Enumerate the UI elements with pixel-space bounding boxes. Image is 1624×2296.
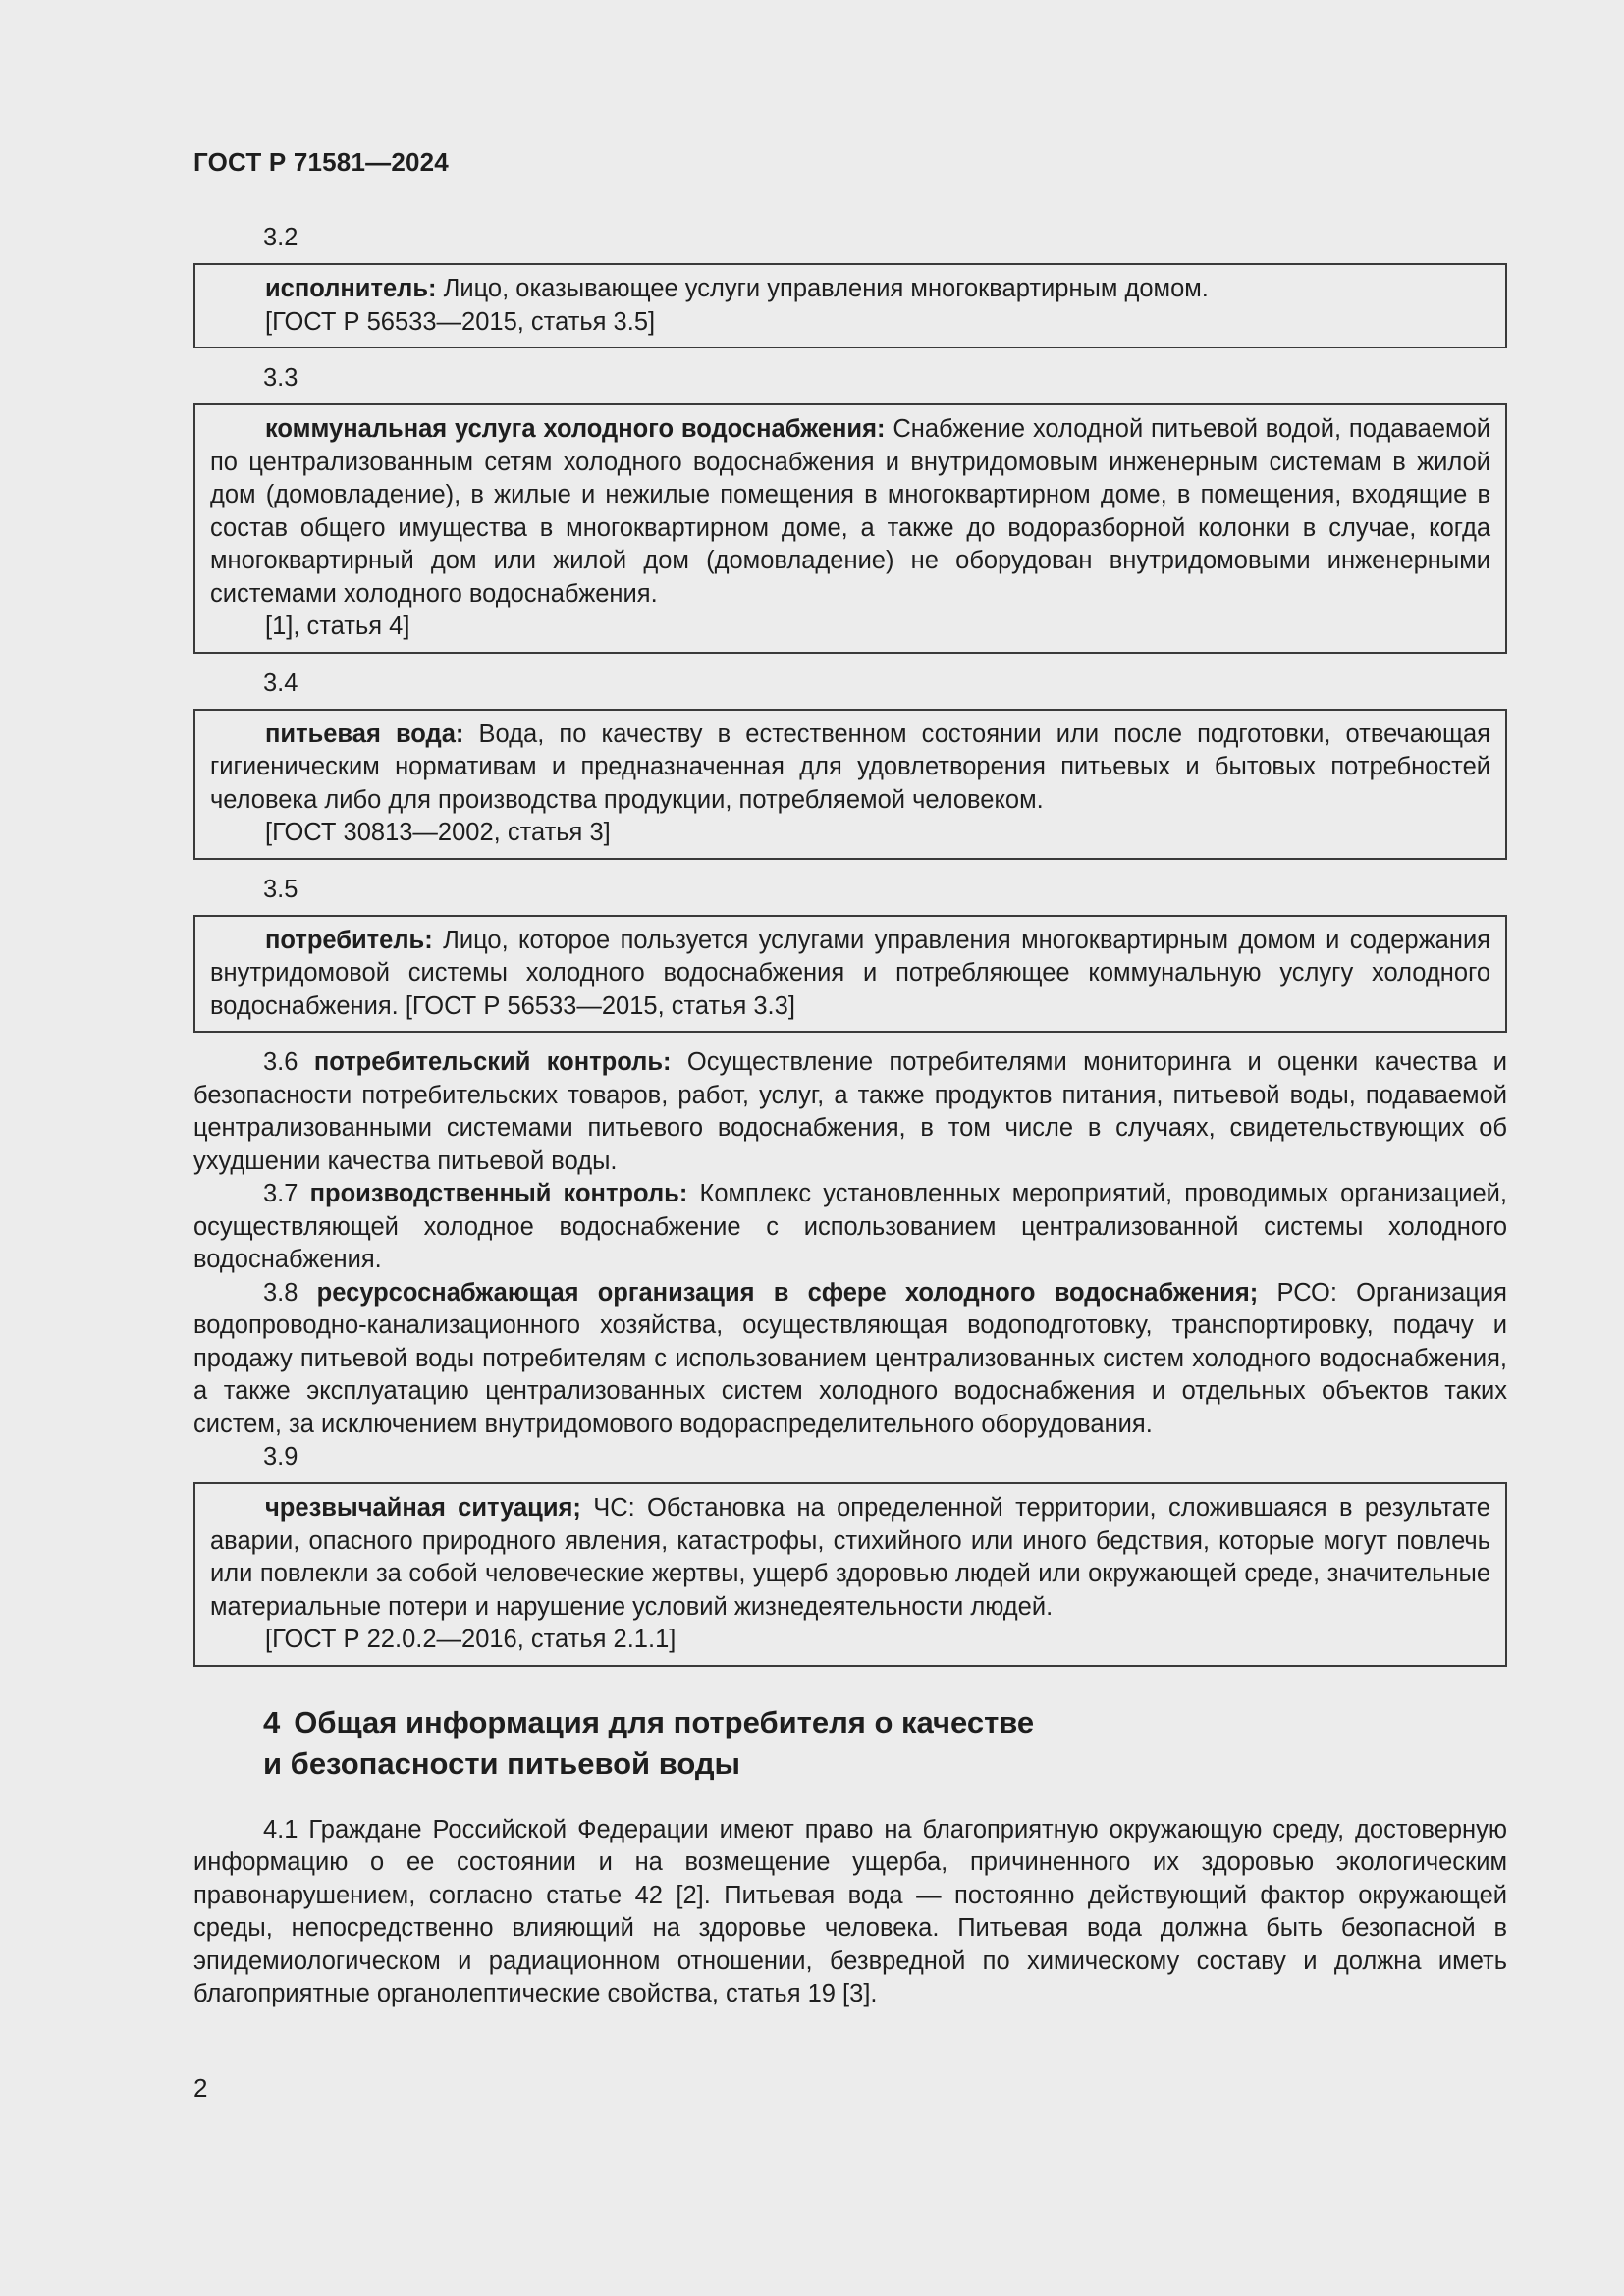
definition-box-3-3 [193, 403, 1507, 654]
definition-source: [1], статья 4] [265, 613, 410, 640]
definition-source: [ГОСТ 30813—2002, статья 3] [265, 819, 611, 846]
definition-text: Лицо, оказывающее услуги управления многоквартирным домом. [443, 275, 1209, 302]
definition-number: 3.7 [263, 1180, 298, 1207]
definition-number-3-9: 3.9 [263, 1443, 298, 1470]
paragraph-text: Граждане Российской Федерации имеют право на благоприятную окружающую среду, достоверную информацию о ее состоянии и на возмещение ущерба, причиненного их здоровью экологическим правонарушением, согласно статье 42 [2]. Питьевая вода — постоянно действующий фактор окружающей среды, непосредственно влияющий на здоровье человека. Питьевая вода должна быть безопасной в эпидемиологическом и радиационном отношении, безвредной по химическому составу и должна иметь благоприятные органолептические свойства, статья 19 [3]. [193, 1815, 1508, 2007]
definition-text: Лицо, которое пользуется услугами управления многоквартирным домом и содержания внутридомовой системы холодного водоснабжения и потребляющее коммунальную услугу холодного водоснабжения. [ГОСТ Р 56533—2015, статья 3.3] [210, 926, 1490, 1020]
definition-body [210, 925, 1490, 1024]
definition-term: коммунальная услуга холодного водоснабжения: [265, 415, 886, 443]
definition-number: 3.6 [263, 1048, 298, 1076]
definition-box-3-4 [193, 709, 1507, 860]
definition-text: Осуществление потребителями мониторинга и оценки качества и безопасности потребительских товаров, работ, услуг, а также продуктов питания, питьевой воды, подаваемой централизованными системами питьевого водоснабжения, в том числе в случаях, свидетельствующих об ухудшении качества питьевой воды. [193, 1048, 1507, 1175]
definition-body [210, 719, 1490, 818]
definition-box-3-9 [193, 1482, 1507, 1667]
section-title-line1: Общая информация для потребителя о качестве [294, 1704, 1035, 1739]
definition-body [210, 273, 1490, 306]
definition-term: производственный контроль: [309, 1180, 688, 1207]
definition-body [210, 413, 1490, 611]
paragraph-number: 4.1 [263, 1815, 298, 1843]
definition-text: Снабжение холодной питьевой водой, подаваемой по централизованным сетям холодного водоснабжения и внутридомовым инженерным системам в жилой дом (домовладение), в жилые и нежилые помещения в многоквартирном доме, в помещения, входящие в состав общего имущества в многоквартирном доме, а также до водоразборной колонки в случае, когда многоквартирный дом или жилой дом (домовладение) не оборудован внутридомовыми инженерными системами холодного водоснабжения. [210, 415, 1490, 608]
section-number: 4 [263, 1704, 281, 1739]
section-heading [263, 1702, 1507, 1785]
definition-text: Комплекс установленных мероприятий, проводимых организацией, осуществляющей холодное водоснабжение с использованием централизованной системы холодного водоснабжения. [193, 1180, 1508, 1273]
definition-source: [ГОСТ Р 22.0.2—2016, статья 2.1.1] [265, 1626, 677, 1653]
section-title-line2: и безопасности питьевой воды [263, 1745, 741, 1781]
definition-text: Вода, по качеству в естественном состоянии или после подготовки, отвечающая гигиеническим нормативам и предназначенная для удовлетворения питьевых и бытовых потребностей человека либо для производства продукции, потребляемой человеком. [210, 720, 1490, 814]
definition-3-6 [193, 1046, 1507, 1178]
page-content [193, 222, 1507, 2011]
definition-box-3-5 [193, 915, 1507, 1034]
definition-body [210, 1492, 1490, 1624]
definition-3-8 [193, 1277, 1507, 1442]
definition-number: 3.8 [263, 1278, 298, 1307]
section-heading-line1 [263, 1702, 1507, 1743]
definition-term: чрезвычайная ситуация; [265, 1494, 581, 1522]
definition-term: ресурсоснабжающая организация в сфере холодного водоснабжения; [316, 1278, 1259, 1307]
definition-3-7 [193, 1178, 1507, 1277]
definition-term: потребительский контроль: [313, 1048, 672, 1076]
page-number: 2 [193, 2073, 208, 2103]
definition-term: исполнитель: [265, 275, 437, 302]
definition-text: РСО: Организация водопроводно-канализационного хозяйства, осуществляющая водоподготовку, транспортировку, подачу и продажу питьевой воды потребителям с использованием централизованных систем холодного водоснабжения, а также эксплуатацию централизованных систем холодного водоснабжения и отдельных объектов таких систем, за исключением внутридомового водораспределительного оборудования. [193, 1278, 1507, 1438]
definition-number-3-4: 3.4 [263, 668, 298, 697]
standard-id-header: ГОСТ Р 71581—2024 [193, 147, 449, 177]
paragraph-4-1 [193, 1814, 1507, 2011]
definition-number-3-5: 3.5 [263, 875, 298, 903]
definition-number-3-3: 3.3 [263, 364, 298, 392]
definition-source: [ГОСТ Р 56533—2015, статья 3.5] [265, 307, 656, 336]
definition-number-3-2: 3.2 [263, 224, 298, 251]
definition-box-3-2 [193, 263, 1507, 348]
definition-term: потребитель: [265, 926, 433, 954]
definition-term: питьевая вода: [265, 720, 464, 748]
definition-text: ЧС: Обстановка на определенной территории, сложившаяся в результате аварии, опасного природного явления, катастрофы, стихийного или иного бедствия, которые могут повлечь или повлекли за собой человеческие жертвы, ущерб здоровью людей или окружающей среде, значительные материальные потери и нарушение условий жизнедеятельности людей. [210, 1494, 1490, 1621]
